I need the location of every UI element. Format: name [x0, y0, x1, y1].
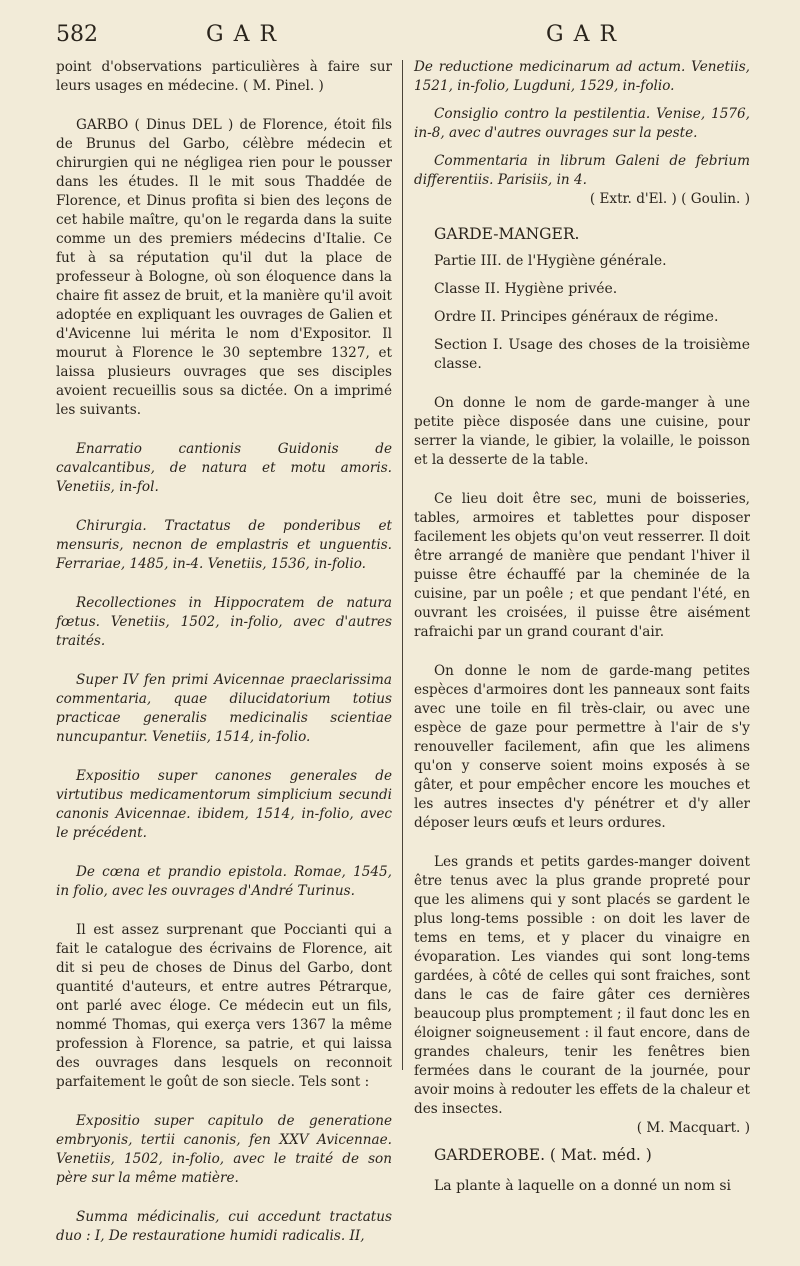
signature-goulin: ( Extr. d'El. ) ( Goulin. ) [589, 191, 750, 207]
rubric-section: Section I. Usage des choses de la troisième classe. [434, 337, 750, 372]
left-column [56, 58, 392, 1266]
rubric-partie: Partie III. de l'Hygiène générale. [434, 253, 667, 269]
right-column [414, 58, 750, 1210]
paragraph-garderobe-start: La plante à laquelle on a donné un nom si [434, 1178, 732, 1194]
work-super-iv-fen: Super IV fen primi Avicennae praeclarissima commentaria, quae dilucidatorium totius practicae generalis medicinalis scientiae nuncupantur. Venetiis, 1514, in-folio. [56, 672, 392, 745]
work-summa-medicinalis: Summa médicinalis, cui accedunt tractatus duo : I, De restauratione humidi radicalis. II, [56, 1209, 392, 1244]
page-number: 582 [56, 22, 98, 47]
column-divider [402, 60, 403, 1070]
paragraph-ce-lieu: Ce lieu doit être sec, muni de boisseries, tables, armoires et tablettes pour disposer facilement les objets qu'on veut resserrer. Il doit être arrangé de manière que pendant l'hiver il puisse être échauffé par la cheminée de la cuisine, par un poêle ; et que pendant l'été, en ouvrant les croisées, il puisse être aisément rafraichi par un grand courant d'air. [414, 491, 750, 640]
paragraph-on-donne: On donne le nom de garde-manger à une petite pièce disposée dans une cuisine, pour serrer la viande, le gibier, la volaille, le poisson et la desserte de la table. [414, 395, 750, 468]
running-head-right: GAR [546, 22, 627, 47]
work-de-reductione: De reductione medicinarum ad actum. Venetiis, 1521, in-folio, Lugduni, 1529, in-folio. [414, 59, 750, 94]
entry-title-garderobe: GARDEROBE. ( Mat. méd. ) [434, 1146, 652, 1164]
running-head-left: GAR [206, 22, 287, 47]
work-consiglio: Consiglio contro la pestilentia. Venise, 1576, in-8, avec d'autres ouvrages sur la peste. [414, 106, 750, 141]
work-expositio-canones: Expositio super canones generales de virtutibus medicamentorum simplicium secundi canonis Avicennae. ibidem, 1514, in-folio, avec le précédent. [56, 768, 392, 841]
work-recollectiones: Recollectiones in Hippocratem de natura fœtus. Venetiis, 1502, in-folio, avec d'autres traités. [56, 595, 392, 649]
work-commentaria-galeni: Commentaria in librum Galeni de febrium differentiis. Parisiis, in 4. [414, 153, 750, 188]
paragraph-thomas: Il est assez surprenant que Poccianti qui a fait le catalogue des écrivains de Florence, ait dit si peu de choses de Dinus del Garbo, dont quantité d'auteurs, et entre autres Pétrarque, ont parlé avec éloge. Ce médecin eut un fils, nommé Thomas, qui exerça vers 1367 la même profession à Florence, sa patrie, et qui laissa des ouvrages dans lesquels on reconnoit parfaitement le goût de son siecle. Tels sont : [56, 922, 392, 1090]
work-expositio-embryonis: Expositio super capitulo de generatione embryonis, tertii canonis, fen XXV Avicennae. Venetiis, 1502, in-folio, avec le traité de son père sur la même matière. [56, 1113, 392, 1186]
entry-title-garde-manger: GARDE-MANGER. [434, 225, 580, 243]
rubric-classe: Classe II. Hygiène privée. [434, 281, 618, 297]
work-chirurgia: Chirurgia. Tractatus de ponderibus et mensuris, necnon de emplastris et unguentis. Ferrariae, 1485, in-4. Venetiis, 1536, in-folio. [56, 518, 392, 572]
rubric-ordre: Ordre II. Principes généraux de régime. [434, 309, 719, 325]
entry-garbo: GARBO ( Dinus DEL ) de Florence, étoit fils de Brunus del Garbo, célèbre médecin et chirurgien qui ne négligea rien pour le pousser dans les études. Il le mit sous Thaddée de Florence, et Dinus profita si bien des leçons de cet habile maître, qu'on le regarda dans la suite comme un des premiers médecins d'Italie. Ce fut à sa réputation qu'il dut la place de professeur à Bologne, où son éloquence dans la chaire fit assez de bruit, et la manière qu'il avoit adoptée en expliquant les ouvrages de Galien et d'Avicenne lui mérita le nom d'Expositor. Il mourut à Florence le 30 septembre 1327, et laissa plusieurs ouvrages que ses disciples avoient recueillis sous sa dictée. On a imprimé les suivants. [56, 117, 392, 418]
paragraph-petites-armoires: On donne le nom de garde-mang petites espèces d'armoires dont les panneaux sont faits avec une toile en fil très-clair, ou avec une espèce de gaze pour permettre à l'air de s'y renouveller facilement, afin que les alimens qu'on y conserve soient moins exposés à se gâter, et pour empêcher encore les mouches et les autres insectes d'y pénétrer et d'y aller déposer leurs œufs et leurs ordures. [414, 663, 750, 831]
page-header [0, 22, 800, 52]
signature-macquart: ( M. Macquart. ) [636, 1120, 750, 1136]
paragraph-grands-petits: Les grands et petits gardes-manger doivent être tenus avec la plus grande propreté pour que les alimens qui y sont placés se gardent le plus long-tems possible : on doit les laver de tems en tems, et y placer du vinaigre en évoparation. Les viandes qui sont long-tems gardées, à côté de celles qui sont fraiches, sont dans le cas de faire gâter ces dernières beaucoup plus promptement ; il faut donc les en éloigner soigneusement : il faut encore, dans de grandes chaleurs, tenir les fenêtres bien fermées dans le courant de la journée, pour avoir moins à redouter les effets de la chaleur et des insectes. [414, 854, 750, 1117]
work-enarratio: Enarratio cantionis Guidonis de cavalcantibus, de natura et motu amoris. Venetiis, in-fol. [56, 441, 392, 495]
paragraph-continuation: point d'observations particulières à faire sur leurs usages en médecine. ( M. Pinel. ) [56, 59, 392, 94]
work-de-coena: De cœna et prandio epistola. Romae, 1545, in folio, avec les ouvrages d'André Turinus. [56, 864, 392, 899]
